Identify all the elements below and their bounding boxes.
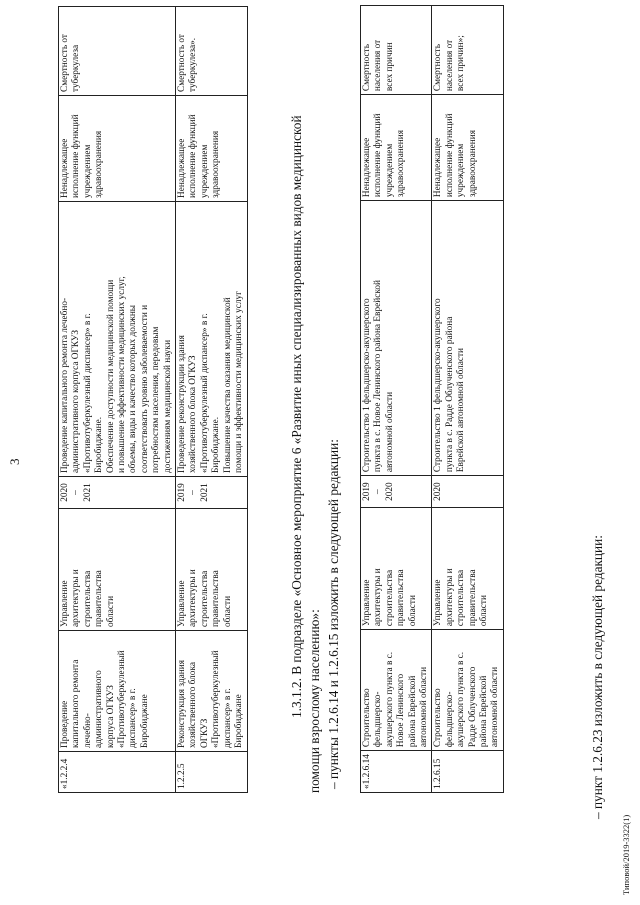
cell-text-line: района Еврейской — [407, 675, 418, 748]
cell-text-line: Смертность — [433, 44, 444, 92]
cell-text-line: строительства — [384, 569, 395, 627]
cell-text-line: диспансер» в г. — [128, 688, 139, 748]
cell-name — [432, 630, 503, 751]
cell-consequence — [176, 96, 247, 202]
cell-name — [59, 631, 176, 752]
cell-consequence — [361, 95, 432, 201]
cell-text-line: 2020 — [433, 482, 444, 501]
cell-text-line: строительства — [82, 570, 93, 627]
cell-text-line: Ненадлежащее — [362, 137, 372, 198]
table-row — [432, 6, 503, 793]
cell-text-line: здравоохранения — [94, 130, 105, 198]
item-instruction: – пункт 1.2.6.23 изложить в следующей редакции: — [590, 535, 605, 819]
cell-text-line: всех причин»; — [456, 35, 467, 92]
cell-executor — [59, 509, 176, 631]
cell-text-line: учреждением — [456, 143, 467, 198]
cell-text-line: 1.2.2.5 — [177, 763, 188, 789]
cell-text-line: Смертность от — [177, 34, 188, 92]
cell-text-line: фельдшерско- — [373, 691, 384, 748]
table-1-body — [59, 7, 248, 793]
cell-years — [432, 476, 503, 508]
cell-text-line: достижениям медицинской науки — [162, 339, 173, 473]
cell-text-line: района Еврейской — [479, 675, 490, 748]
cell-text-line: населения от — [444, 39, 455, 92]
cell-num — [432, 751, 503, 793]
cell-text-line: – — [373, 489, 384, 494]
cell-text-line: Радде Облученского — [467, 666, 478, 748]
cell-text-line: здравоохранения — [467, 129, 478, 198]
cell-text-line: учреждением — [199, 144, 210, 198]
cell-num — [176, 752, 247, 793]
cell-text-line: Смертность от — [60, 34, 70, 92]
cell-text-line: пункта в с. Радде Облученского района — [444, 316, 455, 473]
cell-text-line: Строительство 1 фельдшерско-акушерского — [433, 298, 444, 473]
cell-text-line: архитектуры и — [188, 569, 199, 627]
cell-text-line: области — [479, 595, 490, 627]
cell-text-line: правительства — [467, 569, 478, 627]
cell-text-line: диспансер» в г. — [222, 688, 233, 748]
cell-text-line: туберкулеза — [71, 44, 82, 92]
cell-text-line: правительства — [396, 569, 407, 627]
table-2 — [360, 5, 504, 793]
cell-text-line: 2021 — [199, 483, 210, 502]
cell-text-line: учреждением — [82, 144, 93, 198]
cell-text-line: Управление — [177, 580, 188, 627]
cell-text-line: исполнение функций — [373, 113, 384, 198]
cell-text-line: области — [222, 595, 233, 627]
cell-text-line: населения от — [373, 39, 384, 92]
cell-text-line: Проведение капитального ремонта лечебно- — [60, 297, 70, 473]
cell-years — [176, 477, 247, 509]
cell-text-line: исполнение функций — [71, 114, 82, 198]
cell-text-line: исполнение функций — [444, 113, 455, 198]
cell-years — [59, 477, 176, 509]
footer-code: Типовой/2019-3322(1) — [621, 814, 631, 895]
cell-text-line: Ненадлежащее — [177, 138, 188, 198]
cell-text-line: потребностям населения, передовым — [151, 326, 162, 473]
cell-text-line: ОГКУЗ — [199, 718, 210, 748]
cell-text-line: области — [407, 595, 418, 627]
cell-text-line: здравоохранения — [211, 130, 222, 198]
cell-executor — [432, 508, 503, 630]
cell-content — [176, 202, 247, 477]
cell-text-line: учреждением — [384, 143, 395, 198]
cell-text-line: хозяйственного блока — [188, 662, 199, 748]
cell-text-line: хозяйственного блока ОГКУЗ — [188, 355, 199, 473]
cell-text-line: Строительство — [362, 688, 372, 748]
cell-text-line: – — [188, 490, 199, 495]
cell-text-line: правительства — [94, 570, 105, 627]
cell-text-line: – — [71, 490, 82, 495]
cell-text-line: пункта в с. Новое Ленинского района Еврейской — [373, 280, 384, 473]
cell-text-line: исполнение функций — [188, 114, 199, 198]
cell-text-line: лечебно- — [82, 713, 93, 748]
cell-text-line: автономной области — [490, 666, 501, 748]
cell-text-line: туберкулеза». — [188, 37, 199, 92]
cell-text-line: Биробиджане — [139, 694, 150, 748]
cell-num — [361, 751, 432, 793]
cell-text-line: помощи и эффективности медицинских услуг — [234, 291, 245, 473]
cell-consequence — [432, 95, 503, 201]
cell-text-line: фельдшерско- — [444, 691, 455, 748]
cell-text-line: всех причин — [384, 42, 395, 92]
cell-text-line: Ненадлежащее — [433, 137, 444, 198]
cell-text-line: строительства — [199, 570, 210, 627]
cell-text-line: Проведение — [60, 700, 70, 748]
cell-text-line: области — [105, 595, 116, 627]
cell-text-line: 2021 — [82, 483, 93, 502]
cell-text-line: 2019 — [362, 482, 372, 501]
subsection-line-2: помощи взрослому населению»: — [307, 609, 322, 793]
subsection-paragraph — [288, 13, 324, 793]
cell-text-line: акушерского пункта в с. — [384, 651, 395, 748]
cell-text-line: Повышение качества оказания медицинской — [222, 297, 233, 473]
table-row — [176, 7, 247, 793]
cell-text-line: архитектуры и — [444, 568, 455, 627]
cell-text-line: Управление — [433, 579, 444, 627]
cell-executor — [361, 508, 432, 630]
table-1 — [58, 6, 248, 793]
cell-text-line: капитального ремонта — [71, 659, 82, 748]
cell-indicator — [432, 6, 503, 95]
cell-text-line: Реконструкция здания — [177, 660, 188, 748]
cell-text-line: Ненадлежащее — [60, 138, 70, 198]
cell-content — [59, 202, 176, 477]
cell-text-line: Еврейской автономной области — [456, 347, 467, 473]
cell-name — [361, 630, 432, 751]
cell-content — [432, 201, 503, 476]
cell-text-line: Новое Ленинского — [396, 673, 407, 748]
cell-text-line: Биробиджане — [234, 694, 245, 748]
cell-indicator — [176, 7, 247, 96]
cell-text-line: акушерского пункта в с. — [456, 651, 467, 748]
table-row — [59, 7, 176, 793]
cell-text-line: Строительство 1 фельдшерско-акушерского — [362, 298, 372, 473]
items-instruction: – пункты 1.2.6.14 и 1.2.6.15 изложить в следующей редакции: — [326, 439, 341, 789]
cell-text-line: административного корпуса ОГКУЗ — [71, 330, 82, 473]
cell-text-line: «Противотуберкулезный диспансер» в г. — [82, 313, 93, 473]
page-number: 3 — [7, 458, 22, 465]
cell-text-line: Управление — [60, 580, 70, 627]
cell-text-line: Строительство — [433, 688, 444, 748]
cell-text-line: соответствовать уровню заболеваемости и — [139, 304, 150, 473]
cell-text-line: «Противотуберкулезный — [117, 650, 128, 748]
subsection-line-1: 1.3.1.2. В подразделе «Основное мероприятие 6 «Развитие иных специализированных видов медицинской — [289, 115, 304, 718]
cell-text-line: «Противотуберкулезный диспансер» в г. — [199, 313, 210, 473]
cell-text-line: строительства — [456, 569, 467, 627]
cell-name — [176, 631, 247, 752]
table-2-body — [361, 6, 504, 793]
cell-text-line: 2020 — [60, 483, 70, 502]
cell-text-line: Проведение реконструкции здания — [177, 335, 188, 473]
cell-text-line: Смертность — [362, 44, 372, 92]
cell-text-line: автономной области — [384, 391, 395, 473]
cell-text-line: автономной области — [419, 666, 430, 748]
cell-text-line: и повышение эффективности медицинских услуг, — [117, 276, 128, 473]
cell-text-line: 2019 — [177, 483, 188, 502]
cell-text-line: «Противотуберкулезный — [211, 650, 222, 748]
cell-consequence — [59, 96, 176, 202]
cell-text-line: «1.2.6.14 — [362, 754, 372, 789]
cell-num — [59, 752, 176, 793]
cell-indicator — [59, 7, 176, 96]
cell-text-line: 1.2.6.15 — [433, 758, 444, 789]
cell-text-line: «1.2.2.4 — [60, 758, 70, 789]
cell-text-line: архитектуры и — [373, 568, 384, 627]
cell-text-line: Биробиджане. — [94, 416, 105, 473]
cell-text-line: архитектуры и — [71, 569, 82, 627]
cell-text-line: административного — [94, 670, 105, 748]
cell-indicator — [361, 6, 432, 95]
cell-text-line: корпуса ОГКУЗ — [105, 685, 116, 748]
cell-years — [361, 476, 432, 508]
cell-text-line: правительства — [211, 570, 222, 627]
cell-text-line: Обеспечение доступности медицинской помощи — [105, 279, 116, 473]
cell-text-line: здравоохранения — [396, 129, 407, 198]
table-row — [361, 6, 432, 793]
cell-text-line: объемы, виды и качество которых должны — [128, 304, 139, 473]
cell-text-line: Управление — [362, 579, 372, 627]
cell-text-line: 2020 — [384, 482, 395, 501]
cell-content — [361, 201, 432, 476]
cell-executor — [176, 509, 247, 631]
cell-text-line: Биробиджане. — [211, 416, 222, 473]
